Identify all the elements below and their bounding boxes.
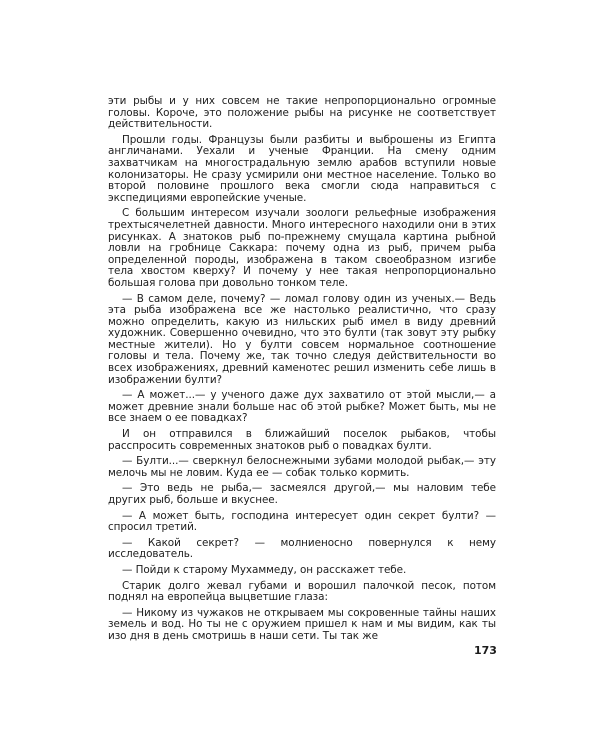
paragraph-1: эти рыбы и у них совсем не такие непропорционально огромные головы. Короче, это положение рыбы на рисунке не соответствует действительности.	[108, 95, 496, 131]
paragraph-8: — Это ведь не рыба,— засмеялся другой,— мы наловим тебе других рыб, больше и вкуснее.	[108, 482, 496, 506]
paragraph-9: — А может быть, господина интересует один секрет булти? — спросил третий.	[108, 509, 496, 534]
paragraph-13: — Никому из чужаков не открываем мы сокровенные тайны наших земель и вод. Но ты не с оружием пришел к нам и мы видим, как ты изо дня в день смотришь в наши сети. Ты так же	[108, 606, 496, 642]
paragraph-10: — Какой секрет? — молниеносно повернулся к нему исследователь.	[108, 536, 496, 561]
page-number: 173	[474, 644, 497, 657]
paragraph-7: — Булти...— сверкнул белоснежными зубами молодой рыбак,— эту мелочь мы не ловим. Куда ее — собак только кормить.	[108, 455, 496, 479]
paragraph-12: Старик долго жевал губами и ворошил палочкой песок, потом поднял на европейца выцветшие глаза:	[108, 579, 496, 604]
paragraph-5: — А может...— у ученого даже дух захватило от этой мысли,— а может древние знали больше нас об этой рыбке? Может быть, мы не все знаем о ее повадках?	[108, 389, 496, 425]
paragraph-2: Прошли годы. Французы были разбиты и выброшены из Египта англичанами. Уехали и ученые Франции. На смену одним захватчикам на многострадальную землю арабов вступили новые колонизаторы. Не сразу усмирили они местное население. Только во второй половине прошлого века смогли сюда направиться с экспедициями европейские ученые.	[108, 133, 496, 204]
paragraph-6: И он отправился в ближайший поселок рыбаков, чтобы расспросить современных знатоков рыб о повадках булти.	[108, 428, 496, 452]
paragraph-11: — Пойди к старому Мухаммеду, он расскажет тебе.	[122, 563, 407, 576]
page-text	[108, 96, 496, 647]
paragraph-3: С большим интересом изучали зоологи рельефные изображения трехтысячелетней давности. Много интересного находили они в этих рисунках. А знатоков рыб по-прежнему смущала картина рыбной ловли на гробнице Саккара: почему одна из рыб, причем рыба определенной породы, изображена в таком своеобразном изгибе тела хвостом кверху? И почему у нее такая непропорционально большая голова при довольно тонком теле.	[108, 207, 496, 289]
paragraph-4: — В самом деле, почему? — ломал голову один из ученых.— Ведь эта рыба изображена все же настолько реалистично, что сразу можно определить, какую из нильских рыб имел в виду древний художник. Совершенно очевидно, что это булти (так зовут эту рыбку местные жители). Но у булти совсем нормальное соотношение головы и тела. Почему же, так точно следуя действительности во всех изображениях, древний каменотес решил изменить себе лишь в изображении булти?	[108, 292, 496, 386]
